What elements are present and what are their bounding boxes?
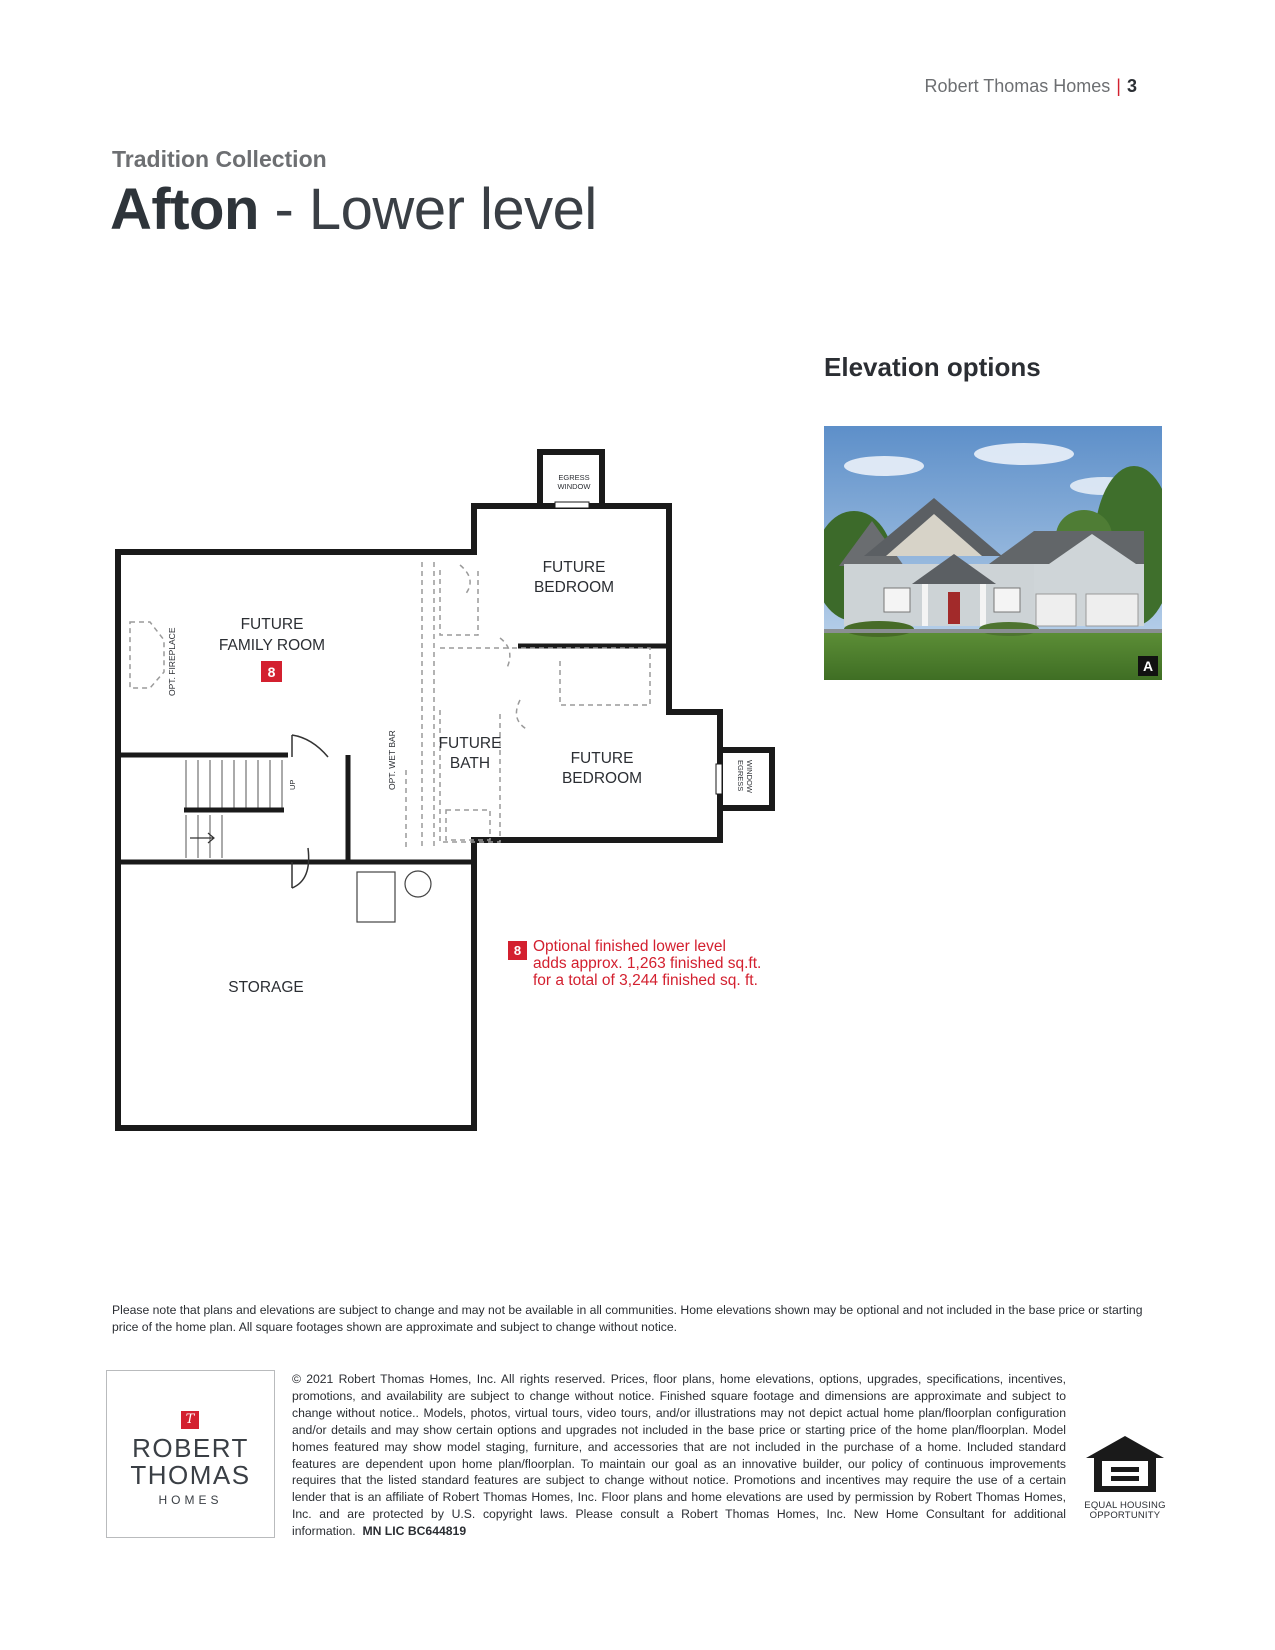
elevation-a-image (824, 426, 1162, 680)
callout-line1: Optional finished lower level (533, 938, 726, 955)
legal-notice (292, 1371, 1066, 1540)
bath-label-line1: FUTURE (438, 735, 502, 752)
bedroom1-label-line1: FUTURE (542, 559, 606, 576)
elevation-a-badge: A (1138, 656, 1158, 676)
collection-name: Tradition Collection (112, 146, 327, 172)
equal-housing-icon (1082, 1434, 1168, 1496)
plans-disclaimer: Please note that plans and elevations are subject to change and may not be available in all communities. Home elevations shown may be optional and not included in the base price or starting price of the home plan. All square footages shown are approximate and subject to change without notice. (112, 1303, 1143, 1334)
equal-housing-logo (1082, 1434, 1168, 1521)
family-room-label-line1: FUTURE (240, 616, 304, 633)
wet-bar-label: OPT. WET BAR (387, 730, 397, 790)
egress-top-label-line2: WINDOW (557, 482, 591, 491)
robert-thomas-homes-logo (106, 1370, 275, 1538)
egress-right-label-line1: EGRESS (736, 760, 745, 792)
bedroom2-label-line2: BEDROOM (561, 770, 643, 787)
logo-line2: THOMAS (130, 1460, 251, 1490)
level-name: Lower level (308, 177, 597, 242)
logo-line1: ROBERT (132, 1433, 249, 1463)
bedroom2-label-line1: FUTURE (570, 750, 634, 767)
egress-top-label-line1: EGRESS (558, 473, 590, 482)
callout-text (533, 938, 761, 989)
storage-label: STORAGE (228, 979, 304, 996)
family-room-badge-number: 8 (267, 664, 276, 680)
bedroom1-label-line2: BEDROOM (533, 579, 615, 596)
egress-right-label-line2: WINDOW (745, 760, 754, 793)
license-number: MN LIC BC644819 (362, 1524, 467, 1539)
callout-badge: 8 (508, 941, 527, 960)
header-brand (925, 76, 1137, 97)
model-name: Afton (110, 177, 259, 242)
callout-line3: for a total of 3,244 finished sq. ft. (533, 972, 758, 989)
header-brand-name: Robert Thomas Homes (924, 76, 1111, 96)
bath-label-line2: BATH (449, 755, 491, 772)
fireplace-label: OPT. FIREPLACE (167, 627, 177, 696)
page-number: 3 (1126, 76, 1137, 96)
title-dash: - (258, 177, 309, 242)
legal-text: © 2021 Robert Thomas Homes, Inc. All rights reserved. Prices, floor plans, home elevations, options, upgrades, specifications, incentives, promotions, and availability are subject to change without notice. Finished square footage and dimensions are approximate and subject to change without notice.. Models, photos, virtual tours, video tours, and/or illustrations may not depict actual home plan/floorplan configuration and/or details and may show certain options and upgrades not included in the base price or starting price of the home plan/floorplan. Model homes featured may show model staging, furniture, and accessories that are not included in the purchase of a home. Included standard features are dependent upon home plan/floorplan. To maintain our goal as an innovative builder, our policy of continuous improvements requires that the listed standard features are subject to change without notice. Promotions and incentives may require the use of a certain lender that is an affiliate of Robert Thomas Homes, Inc. Floor plans and home elevations are used by permission by Robert Thomas Homes, Inc. and are protected by U.S. copyright laws. Please consult a Robert Thomas Homes, Inc. New Home Consultant for additional information. (292, 1372, 1066, 1539)
logo-line3: HOMES (158, 1493, 223, 1507)
eho-label-line2: OPPORTUNITY (1089, 1510, 1161, 1521)
eho-label-line1: EQUAL HOUSING (1084, 1500, 1166, 1511)
header-separator: | (1116, 76, 1121, 96)
page-title (110, 176, 597, 243)
elevation-options-title: Elevation options (824, 352, 1041, 382)
stair-up-label: UP (288, 779, 297, 790)
logo-mark-icon: T (181, 1411, 199, 1429)
floor-plan (100, 440, 800, 1140)
family-room-label-line2: FAMILY ROOM (218, 637, 326, 654)
callout-line2: adds approx. 1,263 finished sq.ft. (533, 955, 762, 972)
